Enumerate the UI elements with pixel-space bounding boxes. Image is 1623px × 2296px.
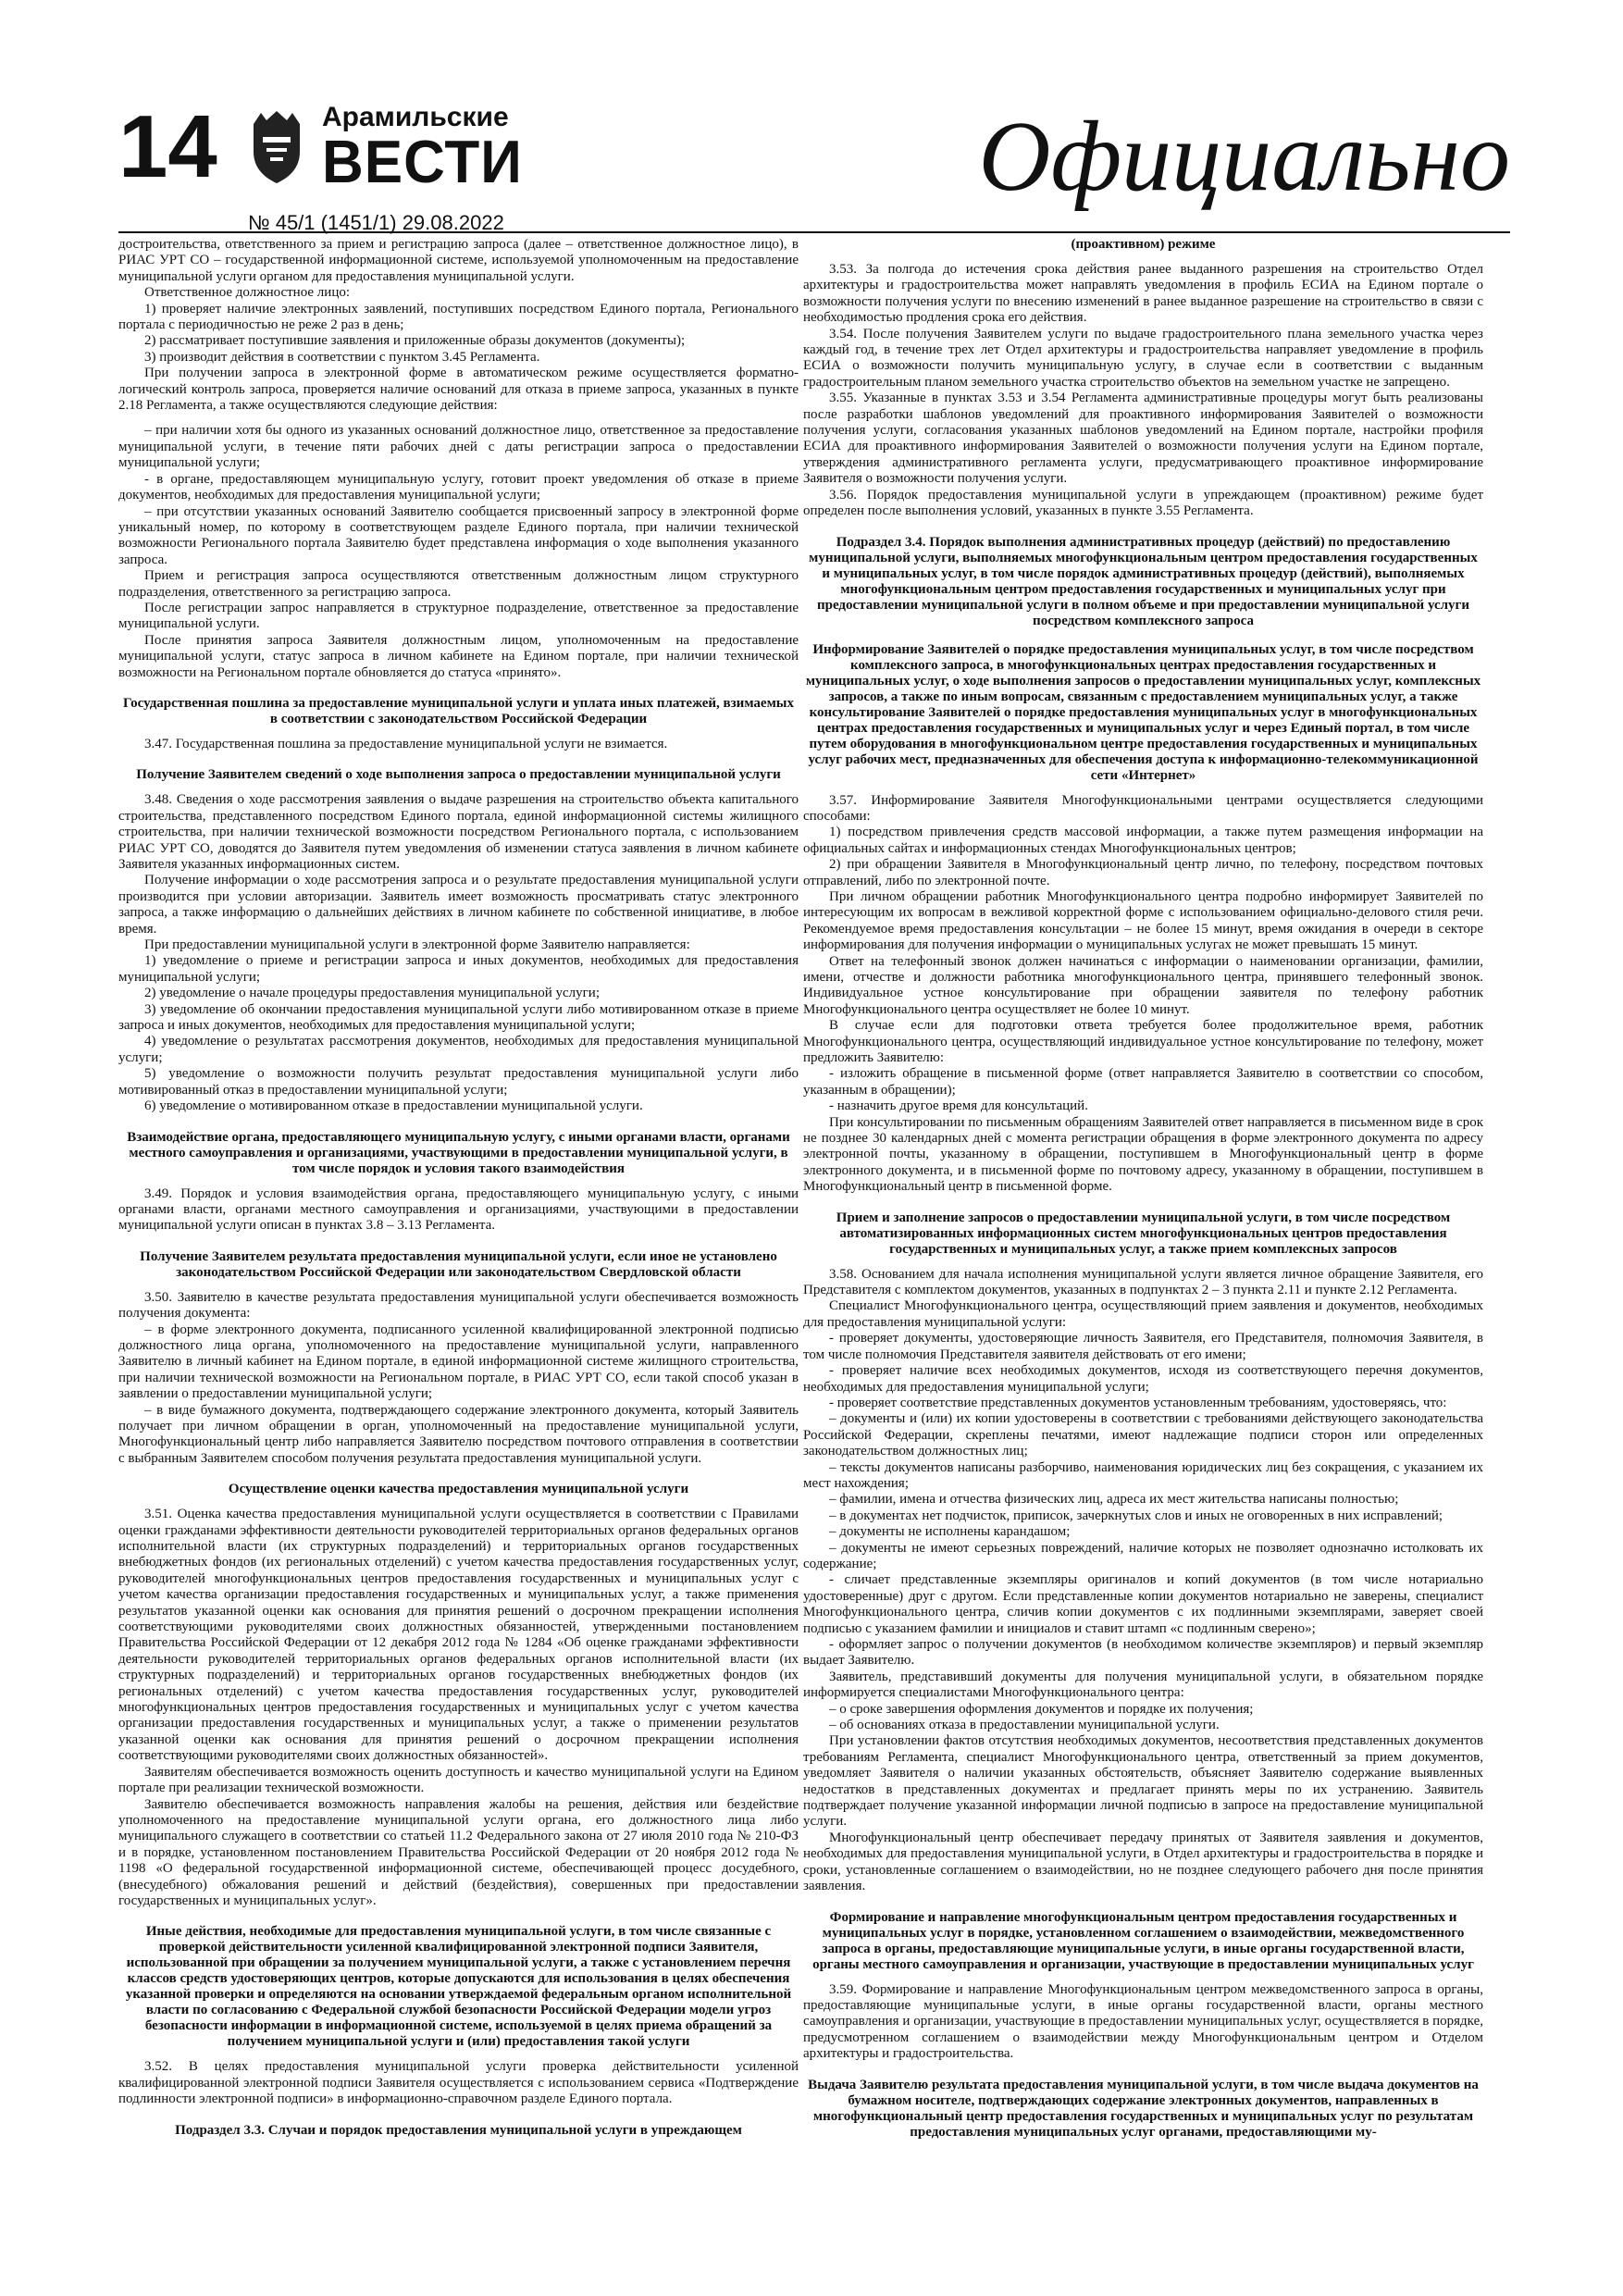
paragraph: При личном обращении работник Многофункционального центра подробно информирует Заявителей по интересующим их вопросам в вежливой корректной форме с использованием официально-делового стиля речи. Рекомендуемое время предоставления консультации – не более 15 минут, время ожидания в очереди в секторе информирования для получения информации о муниципальных услугах не может превышать 15 минут. [803,888,1483,953]
paragraph: 3.53. За полгода до истечения срока действия ранее выданного разрешения на строительство Отдел архитектуры и градостроительства может направлять уведомления в профиль ЕСИА на Едином портале о возможности получения услуги по внесению изменений в ранее выданное разрешение на строительство в связи с необходимостью продления срока его действия. [803,262,1483,326]
paragraph: – документы не имеют серьезных повреждений, наличие которых не позволяет однозначно истолковать их содержание; [803,1540,1483,1571]
paragraph: 3.51. Оценка качества предоставления муниципальной услуги осуществляется в соответствии с Правилами оценки гражданами эффективности деятельности руководителей территориальных органов федеральных органов исполнительной власти (их структурных подразделений) и территориальных органов государственных внебюджетных фондов (их региональных отделений) с учетом качества предоставления государственных услуг, руководителей многофункциональных центров предоставления государственных и муниципальных услуг с учетом качества организации предоставления государственных и муниципальных услуг, а также применения результатов указанной оценки как основания для принятия решений о досрочном прекращении исполнения соответствующими руководителями своих должностных обязанностей, утвержденными постановлением Правительства Российской Федерации от 12 декабря 2012 года № 1284 «Об оценке гражданами эффективности деятельности руководителей территориальных органов федеральных органов исполнительной власти (их структурных подразделений) и территориальных органов государственных внебюджетных фондов (их региональных отделений) с учетом качества предоставления государственных услуг, руководителей многофункциональных центров предоставления государственных и муниципальных услуг с учетом качества организации предоставления государственных и муниципальных услуг, а также о применении результатов указанной оценки как основания для принятия решений о досрочном прекращении исполнения соответствующими руководителями своих должностных обязанностей». [118,1507,799,1764]
section-title: Официально [978,102,1510,212]
paragraph: 3.52. В целях предоставления муниципальной услуги проверка действительности усиленной квалифицированной электронной подписи Заявителя осуществляется с использованием сервиса «Подтверждение подлинности электронной подписи» в информационно-справочном разделе Единого портала. [118,2059,799,2107]
paragraph: Многофункциональный центр обеспечивает передачу принятых от Заявителя заявления и документов, необходимых для предоставления муниципальной услуги, в Отдел архитектуры и градостроительства в порядке и сроки, установленные соглашением о взаимодействии, но не позднее следующего рабочего дня после принятия заявления. [803,1830,1483,1894]
paragraph: – фамилии, имена и отчества физических лиц, адреса их мест жительства написаны полностью; [829,1492,1399,1508]
paragraph: 3.56. Порядок предоставления муниципальной услуги в упреждающем (проактивном) режиме будет определен после выполнения условий, указанных в пункте 3.55 Регламента. [803,487,1483,519]
paragraph: При получении запроса в электронной форме в автоматическом режиме осуществляется форматно-логический контроль запроса, проверяется наличие оснований для отказа в приеме запроса, указанных в пункте 2.18 Регламента, а также осуществляются следующие действия: [118,366,799,414]
paragraph: - проверяет соответствие представленных документов установленным требованиям, удостоверяясь, что: [829,1395,1447,1410]
paragraph: – тексты документов написаны разборчиво, наименования юридических лиц без сокращения, с указанием их мест нахождения; [803,1459,1483,1491]
paragraph: Получение информации о ходе рассмотрения запроса и о результате предоставления муниципальной услуги производится при условии авторизации. Заявитель имеет возможность просматривать статус электронного запроса, а также информацию о дальнейших действиях в личном кабинете по собственной инициативе, в любое время. [118,873,799,937]
paragraph: 3) производит действия в соответствии с пунктом 3.45 Регламента. [144,349,540,365]
paragraph: Заявителям обеспечивается возможность оценить доступность и качество муниципальной услуги на Едином портале при реализации технической возможности. [118,1764,799,1796]
paragraph: Ответ на телефонный звонок должен начинаться с информации о наименовании организации, фамилии, имени, отчестве и должности работника многофункционального центра, принявшего телефонный звонок. Индивидуальное устное консультирование при обращении заявителя по телефону работник Многофункционального центра осуществляет не более 10 минут. [803,953,1483,1017]
paragraph: достроительства, ответственного за прием и регистрацию запроса (далее – ответственное должностное лицо), в РИАС УРТ СО – государственной информационной системе, используемой уполномоченным на предоставление муниципальной услуги органом для предоставления муниципальной услуги. [118,237,799,284]
section-heading: Прием и заполнение запросов о предоставлении муниципальной услуги, в том числе посредством автоматизированных информационных систем многофункциональных центров предоставления государственных и муниципальных услуг, а также прием комплексных запросов [836,1210,1451,1257]
paragraph: 3.49. Порядок и условия взаимодействия органа, предоставляющего муниципальную услугу, с иными органами власти, органами местного самоуправления и организациями, участвующими в предоставлении муниципальной услуги описан в пунктах 3.8 – 3.13 Регламента. [118,1185,799,1234]
paragraph: 1) посредством привлечения средств массовой информации, а также путем размещения информации на официальных сайтах и информационных стендах Многофункциональных центров; [803,825,1483,856]
paragraph: 3.58. Основанием для начала исполнения муниципальной услуги является личное обращение Заявителя, его Представителя с комплектом документов, указанных в подпунктах 2 – 3 пункта 2.11 и пункте 2.12 Регламента. [803,1266,1483,1298]
paragraph: – в форме электронного документа, подписанного усиленной квалифицированной электронной подписью должностного лица органа, уполномоченного на предоставление муниципальной услуги, направленного Заявителю в личный кабинет на Едином портале, в единой информационной системе жилищного строительства, при наличии технической возможности на Региональном портале, в РИАС УРТ СО, если такой способ указан в заявлении о предоставлении муниципальной услуги; [118,1322,799,1402]
paragraph: – при наличии хотя бы одного из указанных оснований должностное лицо, ответственное за предоставление муниципальной услуги, в течение пяти рабочих дней с даты регистрации запроса о предоставлении муниципальной услуги; [118,423,799,471]
section-heading: Формирование и направление многофункциональным центром предоставления государственных и муниципальных услуг в порядке, установленном соглашением о взаимодействии, межведомственного запроса в органы, предоставляющие муниципальные услуги, в иные органы государственной власти, органы местного самоуправления и организации, участвующие в предоставлении муниципальных услуг [812,1909,1474,1972]
paragraph: 6) уведомление о мотивированном отказе в предоставлении муниципальной услуги. [144,1098,643,1114]
paragraph: После регистрации запрос направляется в структурное подразделение, ответственное за предоставление муниципальной услуги. [118,600,799,632]
paragraph: При установлении фактов отсутствия необходимых документов, несоответствия представленных документов требованиям Регламента, специалист Многофункционального центра, ответственный за прием документов, уведомляет Заявителя о наличии указанных обстоятельств, объясняет Заявителю содержание выявленных недостатков в представленных документах и предлагает принять меры по их устранению. Заявитель подтверждает получение указанной информации личной подписью в запросе на предоставление муниципальной услуги. [803,1733,1483,1830]
paragraph: После принятия запроса Заявителя должностным лицом, уполномоченным на предоставление муниципальной услуги, статус запроса в личном кабинете на Едином портале, при наличии технической возможности на Региональном портале обновляется до статуса «принято». [118,632,799,680]
header-rule [118,231,1510,233]
section-heading: Выдача Заявителю результата предоставления муниципальной услуги, в том числе выдача документов на бумажном носителе, подтверждающих содержание электронных документов, направленных в многофункциональный центр предоставления государственных и муниципальных услуг по результатам предоставления муниципальных услуг органами, предоставляющими му- [808,2077,1479,2140]
masthead [118,96,1510,235]
paragraph: – при отсутствии указанных оснований Заявителю сообщается присвоенный запросу в электронной форме уникальный номер, по которому в соответствующем разделе Единого портала, при наличии технической возможности Регионального портала Заявителю будет представлена информация о ходе выполнения указанного запроса. [118,503,799,567]
column-left [118,237,799,2273]
paragraph: – об основаниях отказа в предоставлении муниципальной услуги. [829,1718,1220,1733]
section-heading: Подраздел 3.3. Случаи и порядок предоставления муниципальной услуги в упреждающем [175,2122,742,2138]
newspaper-logo [248,102,609,213]
paragraph: 5) уведомление о возможности получить результат предоставления муниципальной услуги либо мотивированный отказ в предоставлении муниципальной услуги; [118,1066,799,1098]
paragraph: 2) рассматривает поступившие заявления и приложенные образы документов (документы); [144,333,686,349]
paragraph: 3.54. После получения Заявителем услуги по выдаче градостроительного плана земельного участка через каждый год, в течение трех лет Отдел архитектуры и градостроительства направляет уведомление в профиль ЕСИА о возможности получить муниципальную услугу, в случае если в соответствии с выданным градостроительным планом земельного участка строительство объектов на земельном участке не запрещено. [803,326,1483,390]
paragraph: Заявителю обеспечивается возможность направления жалобы на решения, действия или бездействие уполномоченного на предоставление муниципальной услуги органа, его должностного лица либо муниципального служащего в соответствии со статьей 11.2 Федерального закона от 27 июля 2010 года № 210-ФЗ и в порядке, установленном постановлением Правительства Российской Федерации от 20 ноября 2012 года № 1198 «О федеральной государственной информационной системе, обеспечивающей процесс досудебного, (внесудебного) обжалования решений и действий (бездействия), совершенных при предоставлении государственных и муниципальных услуг». [118,1796,799,1908]
logo-top-text: Арамильские [322,102,509,132]
column-right [803,237,1483,2273]
paragraph: - проверяет наличие всех необходимых документов, исходя из соответствующего перечня документов, необходимых для предоставления муниципальной услуги; [803,1363,1483,1395]
paragraph: - проверяет документы, удостоверяющие личность Заявителя, его Представителя, полномочия Заявителя, в том числе полномочия Представителя заявителя действовать от его имени; [803,1331,1483,1362]
paragraph: 2) уведомление о начале процедуры предоставления муниципальной услуги; [144,986,600,1001]
section-heading: Иные действия, необходимые для предоставления муниципальной услуги, в том числе связанные с проверкой действительности усиленной квалифицированной электронной подписи Заявителя, использованной при обращении за получением муниципальной услуги, а также с установлением перечня классов средств удостоверяющих центров, которые допускаются для использования в целях обеспечения указанной проверки и определяются на основании утверждаемой федеральным органом исполнительной власти по согласованию с Федеральной службой безопасности Российской Федерации модели угроз безопасности информации в информационной системе, используемой в целях приема обращений за получением муниципальной услуги и (или) предоставления такой услуги [125,1924,792,2050]
paragraph: – в виде бумажного документа, подтверждающего содержание электронного документа, который Заявитель получает при личном обращении в орган, уполномоченный на предоставление муниципальной услуги, Многофункциональный центр либо направляется Заявителю посредством почтового отправления в соответствии с выбранным Заявителем способом получения результата предоставления муниципальной услуги. [118,1402,799,1466]
paragraph: – в документах нет подчисток, приписок, зачеркнутых слов и иных не оговоренных в них исправлений; [829,1508,1443,1523]
issue-number: № 45/1 (1451/1) 29.08.2022 [248,211,504,234]
paragraph: – документы и (или) их копии удостоверены в соответствии с требованиями действующего законодательства Российской Федерации, скреплены печатями, имеют надлежащие подписи сторон или определенных законодательством должностных лиц; [803,1411,1483,1459]
paragraph: 2) при обращении Заявителя в Многофункциональный центр лично, по телефону, посредством почтовых отправлений, либо по электронной почте. [803,857,1483,888]
paragraph: 3.59. Формирование и направление Многофункциональным центром межведомственного запроса в органы, предоставляющие муниципальные услуги, в иные органы государственной власти, органы местного самоуправления и организации, участвующие в предоставлении муниципальных услуг, осуществляется в порядке, предусмотренном соглашением о взаимодействии между Многофункциональным центром и Отделом архитектуры и градостроительства. [803,1981,1483,2062]
paragraph: При консультировании по письменным обращениям Заявителей ответ направляется в письменном виде в срок не позднее 30 календарных дней с момента регистрации обращения в форме электронного документа по адресу электронной почты, указанному в обращении, поступившем в Многофункциональный центр в форме электронного документа, и в письменной форме по почтовому адресу, указанному в обращении, поступившем в Многофункциональный центр в письменной форме. [803,1114,1483,1195]
paragraph: 3) уведомление об окончании предоставления муниципальной услуги либо мотивированном отказе в приеме запроса и иных документов, необходимых для предоставления муниципальной услуги; [118,1001,799,1034]
paragraph: 3.55. Указанные в пунктах 3.53 и 3.54 Регламента административные процедуры могут быть реализованы после разработки шаблонов уведомлений для проактивного информирования Заявителей о возможности получения услуги, согласования указанных шаблонов уведомлений на Едином портале, настройки профиля ЕСИА для проактивного информирования Заявителей о возможности получения услуги на Едином портале, утверждения административного регламента услуги, предусматривающего проактивное информирование Заявителя о возможности получения услуги. [803,391,1483,487]
paragraph: - оформляет запрос о получении документов (в необходимом количестве экземпляров) и первый экземпляр выдает Заявителю. [803,1637,1483,1669]
paragraph: 3.48. Сведения о ходе рассмотрения заявления о выдаче разрешения на строительство объекта капитального строительства, представленного посредством Единого портала, единой информационной системы жилищного строительства, при наличии технической возможности посредством Регионального портала, с использованием РИАС УРТ СО, доводятся до Заявителя путем уведомления об изменении статуса заявления в личном кабинете Заявителя указанных информационных систем. [118,792,799,872]
section-heading: Получение Заявителем сведений о ходе выполнения запроса о предоставлении муниципальной услуги [136,767,781,783]
section-heading: Взаимодействие органа, предоставляющего муниципальную услугу, с иными органами власти, органами местного самоуправления и организациями, участвующими в предоставлении муниципальной услуги, в том числе порядок и условия такого взаимодействия [127,1129,790,1176]
paragraph: 1) проверяет наличие электронных заявлений, поступивших посредством Единого портала, Регионального портала с периодичностью не реже 2 раз в день; [118,301,799,333]
paragraph: Специалист Многофункционального центра, осуществляющий прием заявления и документов, необходимых для предоставления муниципальной услуги: [803,1298,1483,1330]
paragraph: 4) уведомление о результатах рассмотрения документов, необходимых для предоставления муниципальной услуги; [118,1034,799,1065]
section-heading: Осуществление оценки качества предоставления муниципальной услуги [228,1482,689,1497]
paragraph: 1) уведомление о приеме и регистрации запроса и иных документов, необходимых для предоставления муниципальной услуги; [118,953,799,985]
section-heading: Информирование Заявителей о порядке предоставления муниципальных услуг, в том числе посредством комплексного запроса, в многофункциональных центрах предоставления государственных и муниципальных услуг, о ходе выполнения запросов о предоставлении муниципальных услуг, комплексных запросов, а также по иным вопросам, связанным с предоставлением муниципальных услуг, а также консультирование Заявителей о порядке предоставления муниципальных услуг в многофункциональных центрах предоставления государственных и муниципальных услуг и через Единый портал, в том числе путем оборудования в многофункциональном центре предоставления государственных и муниципальных услуг рабочих мест, предназначенных для обеспечения доступа к информационно-телекоммуникационной сети «Интернет» [805,641,1481,783]
page-number: 14 [118,97,217,196]
logo-bottom-text: ВЕСТИ [322,129,523,196]
paragraph: 3.50. Заявителю в качестве результата предоставления муниципальной услуги обеспечивается возможность получения документа: [118,1289,799,1322]
paragraph: Заявитель, представивший документы для получения муниципальной услуги, в обязательном порядке информируется специалистами Многофункционального центра: [803,1669,1483,1701]
section-heading: Получение Заявителем результата предоставления муниципальной услуги, если иное не установлено законодательством Российской Федерации или законодательством Свердловской области [140,1248,777,1280]
paragraph: – документы не исполнены карандашом; [829,1524,1071,1540]
section-heading: Подраздел 3.4. Порядок выполнения административных процедур (действий) по предоставлению муниципальной услуги, выполняемых многофункциональным центром предоставления государственных и муниципальных услуг, в том числе порядок административных процедур (действий), выполняемых многофункциональным центром предоставления государственных и муниципальных услуг при предоставлении муниципальной услуги в полном объеме и при предоставлении муниципальной услуги посредством комплексного запроса [809,534,1478,628]
paragraph: Ответственное должностное лицо: [144,285,351,301]
paragraph: - сличает представленные экземпляры оригиналов и копий документов (в том числе нотариально удостоверенные) друг с другом. Если представленные копии документов нотариально не заверены, специалист Многофункционального центра, сличив копии документов с их подлинными экземплярами, заверяет своей подписью с указанием фамилии и инициалов и ставит штамп «с подлинным сверено»; [803,1572,1483,1636]
paragraph: - назначить другое время для консультаций. [829,1098,1088,1114]
paragraph: При предоставлении муниципальной услуги в электронной форме Заявителю направляется: [144,937,690,953]
section-heading: Государственная пошлина за предоставление муниципальной услуги и уплата иных платежей, взимаемых в соответствии с законодательством Российской Федерации [122,695,795,726]
paragraph: – о сроке завершения оформления документов и порядке их получения; [829,1701,1254,1717]
paragraph: 3.47. Государственная пошлина за предоставление муниципальной услуги не взимается. [144,736,668,751]
paragraph: - изложить обращение в письменной форме (ответ направляется Заявителю в соответствии со способом, указанным в обращении); [803,1066,1483,1098]
paragraph: 3.57. Информирование Заявителя Многофункциональными центрами осуществляется следующими способами: [803,792,1483,824]
paragraph: - в органе, предоставляющем муниципальную услугу, готовит проект уведомления об отказе в приеме документов, необходимых для предоставления муниципальной услуги; [118,471,799,503]
section-heading: (проактивном) режиме [1071,237,1216,252]
paragraph: Прием и регистрация запроса осуществляются ответственным должностным лицом структурного подразделения, ответственного за регистрацию запроса. [118,568,799,600]
coat-of-arms-icon [248,111,305,185]
paragraph: В случае если для подготовки ответа требуется более продолжительное время, работник Многофункционального центра, осуществляющий индивидуальное устное консультирование по телефону, может предложить Заявителю: [803,1018,1483,1065]
